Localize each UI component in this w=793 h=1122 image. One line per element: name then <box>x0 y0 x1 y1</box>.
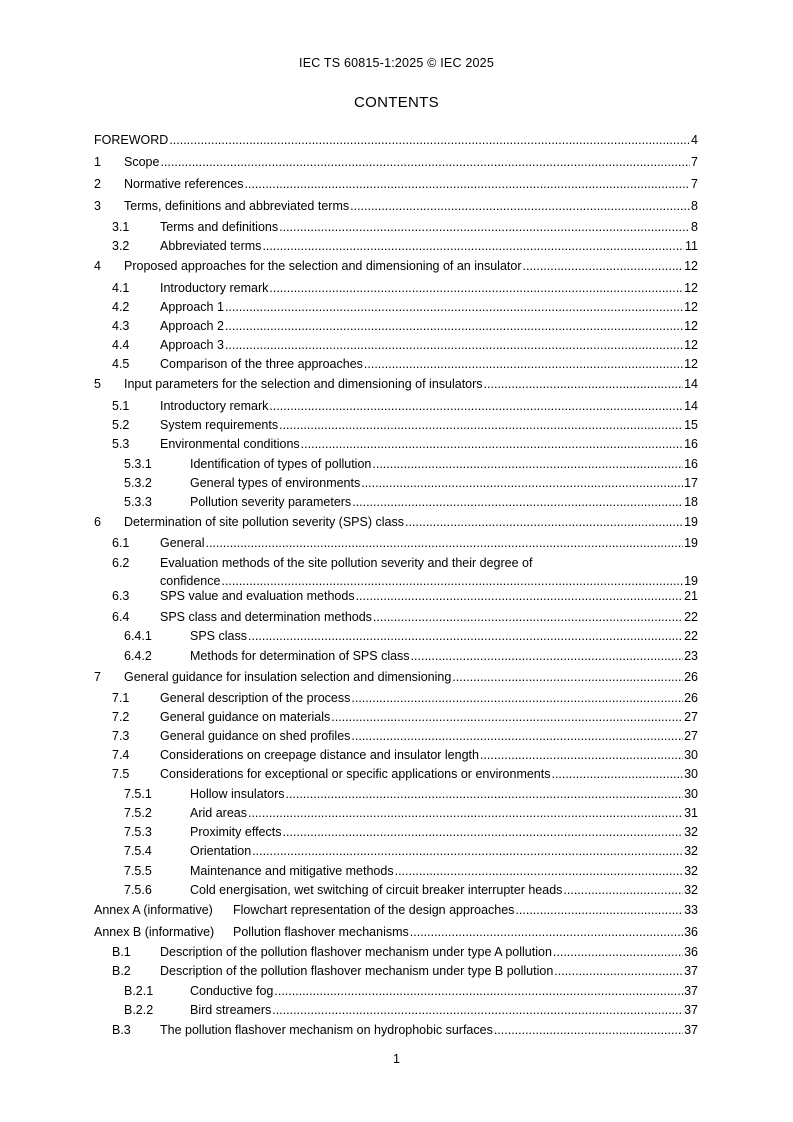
toc-entry[interactable] <box>94 825 698 840</box>
toc-entry-title: FOREWORD <box>94 133 169 147</box>
toc-entry-page: 32 <box>684 825 698 839</box>
toc-entry-title: Normative references <box>124 177 244 191</box>
toc-entry[interactable] <box>94 767 698 782</box>
dot-leader <box>205 536 683 551</box>
toc-entry[interactable] <box>94 649 698 664</box>
dot-leader <box>480 748 683 763</box>
dot-leader <box>272 1003 683 1018</box>
dot-leader <box>356 589 684 604</box>
toc-entry-title: Pollution flashover mechanisms <box>233 925 409 939</box>
toc-entry-number: 4 <box>94 259 101 273</box>
toc-entry-number: B.1 <box>112 945 131 959</box>
toc-entry-page: 26 <box>684 670 698 684</box>
toc-entry-number: 6 <box>94 515 101 529</box>
toc-entry-title: Considerations on creepage distance and insulator length <box>160 748 479 762</box>
toc-entry[interactable] <box>94 177 698 192</box>
toc-entry[interactable] <box>94 418 698 433</box>
toc-entry-page: 30 <box>684 748 698 762</box>
toc-entry-number: 4.1 <box>112 281 130 295</box>
toc-entry[interactable] <box>94 155 698 170</box>
toc-entry-number: 7.5.4 <box>124 844 152 858</box>
toc-entry-title: General <box>160 536 205 550</box>
toc-entry-number: 7.2 <box>112 710 130 724</box>
toc-entry-page: 33 <box>684 903 698 917</box>
toc-entry-title: Bird streamers <box>190 1003 272 1017</box>
toc-entry-number: 5.3.3 <box>124 495 152 509</box>
toc-entry-page: 37 <box>684 984 698 998</box>
dot-leader <box>169 133 690 148</box>
toc-entry[interactable] <box>94 945 698 960</box>
toc-entry[interactable] <box>94 883 698 898</box>
toc-entry-title: Conductive fog <box>190 984 274 998</box>
toc-entry-page: 37 <box>684 1023 698 1037</box>
toc-entry-title: Approach 3 <box>160 338 224 352</box>
toc-entry-title: Input parameters for the selection and dimensioning of insulators <box>124 377 483 391</box>
toc-entry-title: Hollow insulators <box>190 787 285 801</box>
toc-entry[interactable] <box>94 806 698 821</box>
toc-entry-title: Terms, definitions and abbreviated terms <box>124 199 350 213</box>
dot-leader <box>248 629 683 644</box>
dot-leader <box>351 729 683 744</box>
toc-entry-number: B.3 <box>112 1023 131 1037</box>
toc-entry-page: 18 <box>684 495 698 509</box>
toc-entry-page: 37 <box>684 964 698 978</box>
dot-leader <box>410 925 683 940</box>
dot-leader <box>373 610 683 625</box>
toc-entry-title: Comparison of the three approaches <box>160 357 363 371</box>
toc-entry-page: 19 <box>684 515 698 529</box>
dot-leader <box>551 767 683 782</box>
dot-leader <box>331 710 683 725</box>
toc-entry-title: Orientation <box>190 844 252 858</box>
toc-entry-title: SPS class and determination methods <box>160 610 372 624</box>
toc-entry-page: 12 <box>684 357 698 371</box>
dot-leader <box>248 806 683 821</box>
toc-entry-page: 4 <box>691 133 698 147</box>
toc-entry-page: 22 <box>684 629 698 643</box>
toc-entry-number: 5.2 <box>112 418 130 432</box>
toc-entry-number: B.2.2 <box>124 1003 154 1017</box>
toc-entry-number: 6.4 <box>112 610 130 624</box>
toc-entry-page: 26 <box>684 691 698 705</box>
toc-entry-page: 14 <box>684 399 698 413</box>
toc-entry[interactable] <box>94 300 698 315</box>
toc-entry-number: 4.3 <box>112 319 130 333</box>
dot-leader <box>285 787 683 802</box>
toc-entry-number: 5.1 <box>112 399 130 413</box>
toc-entry[interactable] <box>94 476 698 491</box>
toc-entry[interactable] <box>94 844 698 859</box>
toc-entry-page: 32 <box>684 864 698 878</box>
dot-leader <box>221 574 683 589</box>
toc-entry-page: 16 <box>684 437 698 451</box>
toc-entry-page: 30 <box>684 767 698 781</box>
toc-entry-number: 5.3 <box>112 437 130 451</box>
toc-entry-title: Cold energisation, wet switching of circuit breaker interrupter heads <box>190 883 563 897</box>
toc-entry-title: Determination of site pollution severity (SPS) class <box>124 515 404 529</box>
toc-entry-title: Description of the pollution flashover mechanism under type A pollution <box>160 945 552 959</box>
toc-entry-title: Approach 2 <box>160 319 224 333</box>
toc-entry[interactable] <box>94 437 698 452</box>
toc-entry[interactable] <box>94 457 698 472</box>
dot-leader <box>452 670 683 685</box>
toc-entry-title: General guidance for insulation selection and dimensioning <box>124 670 452 684</box>
toc-entry-number: 1 <box>94 155 101 169</box>
toc-entry-page: 30 <box>684 787 698 801</box>
toc-entry-number: 5.3.2 <box>124 476 152 490</box>
toc-entry-title: SPS value and evaluation methods <box>160 589 355 603</box>
toc-entry-page: 19 <box>684 536 698 550</box>
toc-entry-title: Considerations for exceptional or specific applications or environments <box>160 767 551 781</box>
toc-entry[interactable] <box>94 710 698 725</box>
toc-entry-page: 8 <box>691 220 698 234</box>
dot-leader <box>160 155 690 170</box>
toc-entry-number: 5 <box>94 377 101 391</box>
toc-entry[interactable] <box>94 495 698 510</box>
toc-entry-number: 6.4.1 <box>124 629 152 643</box>
dot-leader <box>494 1023 683 1038</box>
toc-entry[interactable] <box>94 399 698 414</box>
toc-entry-number: 7.5.1 <box>124 787 152 801</box>
toc-entry[interactable] <box>94 281 698 296</box>
toc-entry-title: Proximity effects <box>190 825 282 839</box>
toc-entry-page: 7 <box>691 177 698 191</box>
dot-leader <box>225 300 683 315</box>
toc-entry-page: 12 <box>684 281 698 295</box>
toc-entry[interactable] <box>94 864 698 879</box>
toc-entry-page: 32 <box>684 844 698 858</box>
dot-leader <box>361 476 683 491</box>
dot-leader <box>269 281 683 296</box>
toc-entry[interactable] <box>94 259 698 274</box>
toc-entry-page: 22 <box>684 610 698 624</box>
toc-entry-title: General description of the process <box>160 691 351 705</box>
toc-entry-number: 7.3 <box>112 729 130 743</box>
dot-leader <box>405 515 683 530</box>
contents-title: CONTENTS <box>354 94 439 111</box>
toc-entry-number: 6.4.2 <box>124 649 152 663</box>
dot-leader <box>274 984 683 999</box>
toc-entry-number: 7.5.3 <box>124 825 152 839</box>
toc-entry-title: General types of environments <box>190 476 361 490</box>
toc-entry[interactable] <box>94 984 698 999</box>
toc-entry-page: 31 <box>684 806 698 820</box>
toc-entry-title: Environmental conditions <box>160 437 300 451</box>
toc-entry-page: 14 <box>684 377 698 391</box>
toc-entry-title: System requirements <box>160 418 279 432</box>
toc-entry-title: Maintenance and mitigative methods <box>190 864 394 878</box>
toc-entry[interactable] <box>94 729 698 744</box>
toc-entry-title: Pollution severity parameters <box>190 495 352 509</box>
toc-entry-title: The pollution flashover mechanism on hydrophobic surfaces <box>160 1023 493 1037</box>
toc-entry[interactable] <box>94 589 698 604</box>
toc-entry[interactable] <box>94 964 698 979</box>
toc-entry-number: 6.2 <box>112 556 130 570</box>
dot-leader <box>522 259 683 274</box>
toc-entry-page: 36 <box>684 925 698 939</box>
toc-entry-title-continuation: confidence <box>160 574 221 588</box>
toc-entry[interactable] <box>94 1023 698 1038</box>
toc-entry-title: Introductory remark <box>160 399 269 413</box>
toc-entry-number: 3.2 <box>112 239 130 253</box>
toc-entry-number: 5.3.1 <box>124 457 152 471</box>
toc-entry-title: Evaluation methods of the site pollution severity and their degree of <box>160 556 533 570</box>
toc-entry-page: 27 <box>684 710 698 724</box>
toc-entry-number: 7.1 <box>112 691 130 705</box>
toc-entry-number: 4.4 <box>112 338 130 352</box>
dot-leader <box>301 437 683 452</box>
toc-entry-page: 37 <box>684 1003 698 1017</box>
toc-entry-page: 12 <box>684 259 698 273</box>
toc-entry-page: 15 <box>684 418 698 432</box>
toc-entry[interactable] <box>94 220 698 235</box>
toc-entry-number: 6.1 <box>112 536 130 550</box>
toc-entry-page: 17 <box>684 476 698 490</box>
toc-entry-page: 12 <box>684 338 698 352</box>
toc-entry-number: 4.2 <box>112 300 130 314</box>
dot-leader <box>279 418 683 433</box>
toc-entry-page: 36 <box>684 945 698 959</box>
toc-entry[interactable] <box>94 610 698 625</box>
dot-leader <box>245 177 691 192</box>
dot-leader <box>279 220 690 235</box>
toc-entry-number: Annex B (informative) <box>94 925 215 939</box>
toc-entry[interactable] <box>94 629 698 644</box>
toc-entry-number: 4.5 <box>112 357 130 371</box>
toc-entry-page: 11 <box>685 239 698 253</box>
toc-entry-number: 2 <box>94 177 101 191</box>
toc-entry[interactable] <box>94 748 698 763</box>
toc-entry-title: Terms and definitions <box>160 220 279 234</box>
toc-entry-title: Approach 1 <box>160 300 224 314</box>
toc-entry-page: 7 <box>691 155 698 169</box>
toc-entry-title: Flowchart representation of the design approaches <box>233 903 515 917</box>
toc-entry[interactable] <box>94 691 698 706</box>
dot-leader <box>515 903 683 918</box>
toc-entry-title: Abbreviated terms <box>160 239 262 253</box>
toc-entry-title: SPS class <box>190 629 247 643</box>
toc-entry-page: 23 <box>684 649 698 663</box>
toc-entry[interactable] <box>94 670 698 685</box>
toc-entry-number: 7.5.2 <box>124 806 152 820</box>
dot-leader <box>350 199 690 214</box>
toc-entry[interactable] <box>94 1003 698 1018</box>
toc-entry-title: Methods for determination of SPS class <box>190 649 410 663</box>
toc-entry-number: 7.5 <box>112 767 130 781</box>
dot-leader <box>411 649 684 664</box>
dot-leader <box>225 319 683 334</box>
page-number: 1 <box>393 1052 400 1066</box>
toc-entry-number: 3.1 <box>112 220 130 234</box>
toc-entry[interactable] <box>94 515 698 530</box>
dot-leader <box>262 239 684 254</box>
toc-entry-title: Description of the pollution flashover mechanism under type B pollution <box>160 964 554 978</box>
toc-entry[interactable] <box>94 199 698 214</box>
toc-entry-number: B.2.1 <box>124 984 154 998</box>
toc-entry-page: 8 <box>691 199 698 213</box>
dot-leader <box>269 399 683 414</box>
toc-entry[interactable] <box>94 377 698 392</box>
toc-entry[interactable] <box>94 903 698 918</box>
dot-leader <box>563 883 683 898</box>
toc-entry-number: 7 <box>94 670 101 684</box>
dot-leader <box>484 377 684 392</box>
toc-entry[interactable] <box>94 925 698 940</box>
dot-leader <box>554 964 683 979</box>
dot-leader <box>352 495 683 510</box>
toc-entry[interactable] <box>94 536 698 551</box>
dot-leader <box>252 844 683 859</box>
toc-entry-title: General guidance on shed profiles <box>160 729 351 743</box>
toc-entry-number: 6.3 <box>112 589 130 603</box>
toc-entry-number: 3 <box>94 199 101 213</box>
toc-entry[interactable] <box>94 239 698 254</box>
toc-entry-title: Introductory remark <box>160 281 269 295</box>
dot-leader <box>553 945 683 960</box>
toc-entry[interactable] <box>94 556 698 589</box>
toc-entry-title: Identification of types of pollution <box>190 457 372 471</box>
toc-entry-page: 27 <box>684 729 698 743</box>
dot-leader <box>372 457 683 472</box>
toc-entry-number: 7.5.6 <box>124 883 152 897</box>
toc-entry-page: 12 <box>684 300 698 314</box>
toc-entry[interactable] <box>94 787 698 802</box>
toc-entry-number: Annex A (informative) <box>94 903 213 917</box>
toc-entry-page: 16 <box>684 457 698 471</box>
toc-entry-page: 12 <box>684 319 698 333</box>
document-header: IEC TS 60815-1:2025 © IEC 2025 <box>299 56 494 70</box>
toc-entry-page: 21 <box>684 589 698 603</box>
toc-entry-page: 32 <box>684 883 698 897</box>
toc-entry-title: General guidance on materials <box>160 710 331 724</box>
toc-entry[interactable] <box>94 338 698 353</box>
toc-entry[interactable] <box>94 357 698 372</box>
toc-entry[interactable] <box>94 133 698 148</box>
dot-leader <box>395 864 684 879</box>
dot-leader <box>364 357 683 372</box>
toc-entry-title: Proposed approaches for the selection and dimensioning of an insulator <box>124 259 522 273</box>
dot-leader <box>225 338 683 353</box>
toc-entry-number: 7.4 <box>112 748 130 762</box>
toc-entry-page: 19 <box>684 574 698 588</box>
toc-entry-title: Arid areas <box>190 806 247 820</box>
dot-leader <box>282 825 683 840</box>
toc-entry-title: Scope <box>124 155 160 169</box>
toc-entry[interactable] <box>94 319 698 334</box>
dot-leader <box>351 691 683 706</box>
toc-entry-number: 7.5.5 <box>124 864 152 878</box>
toc-entry-number: B.2 <box>112 964 131 978</box>
